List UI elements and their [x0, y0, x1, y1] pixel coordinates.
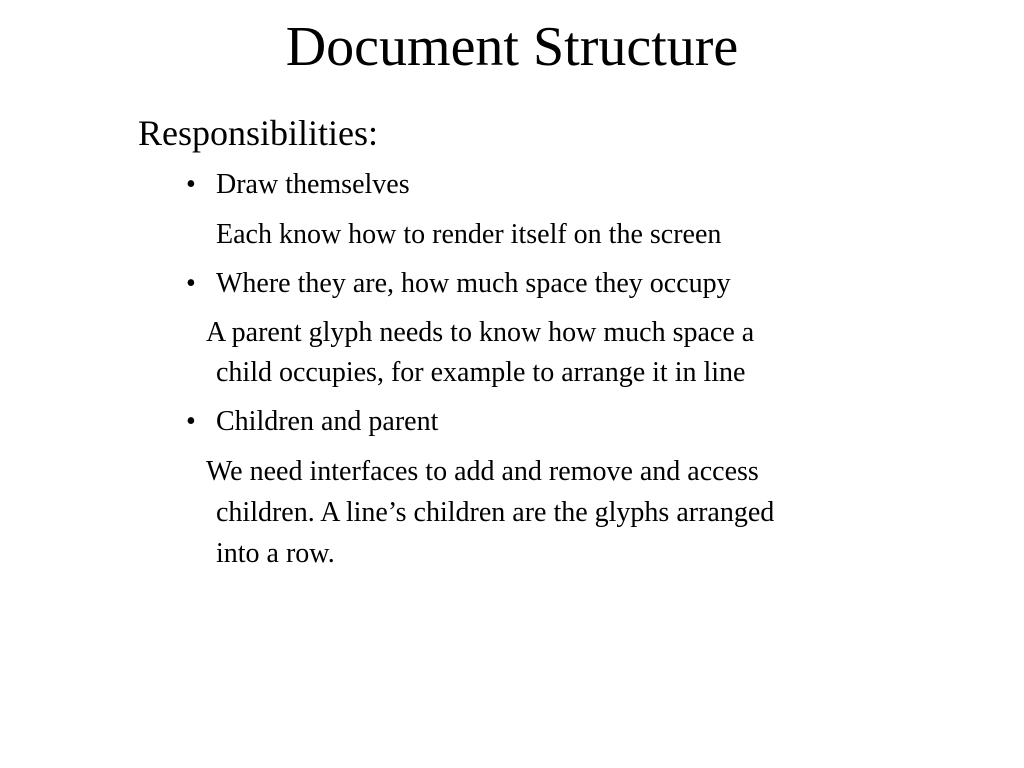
- bullet-icon: •: [186, 268, 196, 299]
- bullet-detail-children-line-1: We need interfaces to add and remove and access: [206, 456, 759, 487]
- bullet-icon: •: [186, 169, 196, 200]
- bullet-icon: •: [186, 406, 196, 437]
- slide-title: Document Structure: [285, 16, 739, 78]
- bullet-item-draw-themselves: Draw themselves: [216, 169, 410, 200]
- bullet-detail-space-line-1: A parent glyph needs to know how much space a: [206, 317, 755, 348]
- section-heading: Responsibilities:: [138, 113, 379, 153]
- bullet-detail-children-line-3: into a row.: [216, 538, 335, 569]
- bullet-detail-draw-themselves: Each know how to render itself on the screen: [216, 219, 722, 250]
- bullet-item-space: Where they are, how much space they occupy: [216, 268, 731, 299]
- bullet-detail-space-line-2: child occupies, for example to arrange it in line: [216, 357, 746, 388]
- bullet-detail-children-line-2: children. A line’s children are the glyphs arranged: [216, 497, 775, 528]
- bullet-item-children-parent: Children and parent: [216, 406, 439, 437]
